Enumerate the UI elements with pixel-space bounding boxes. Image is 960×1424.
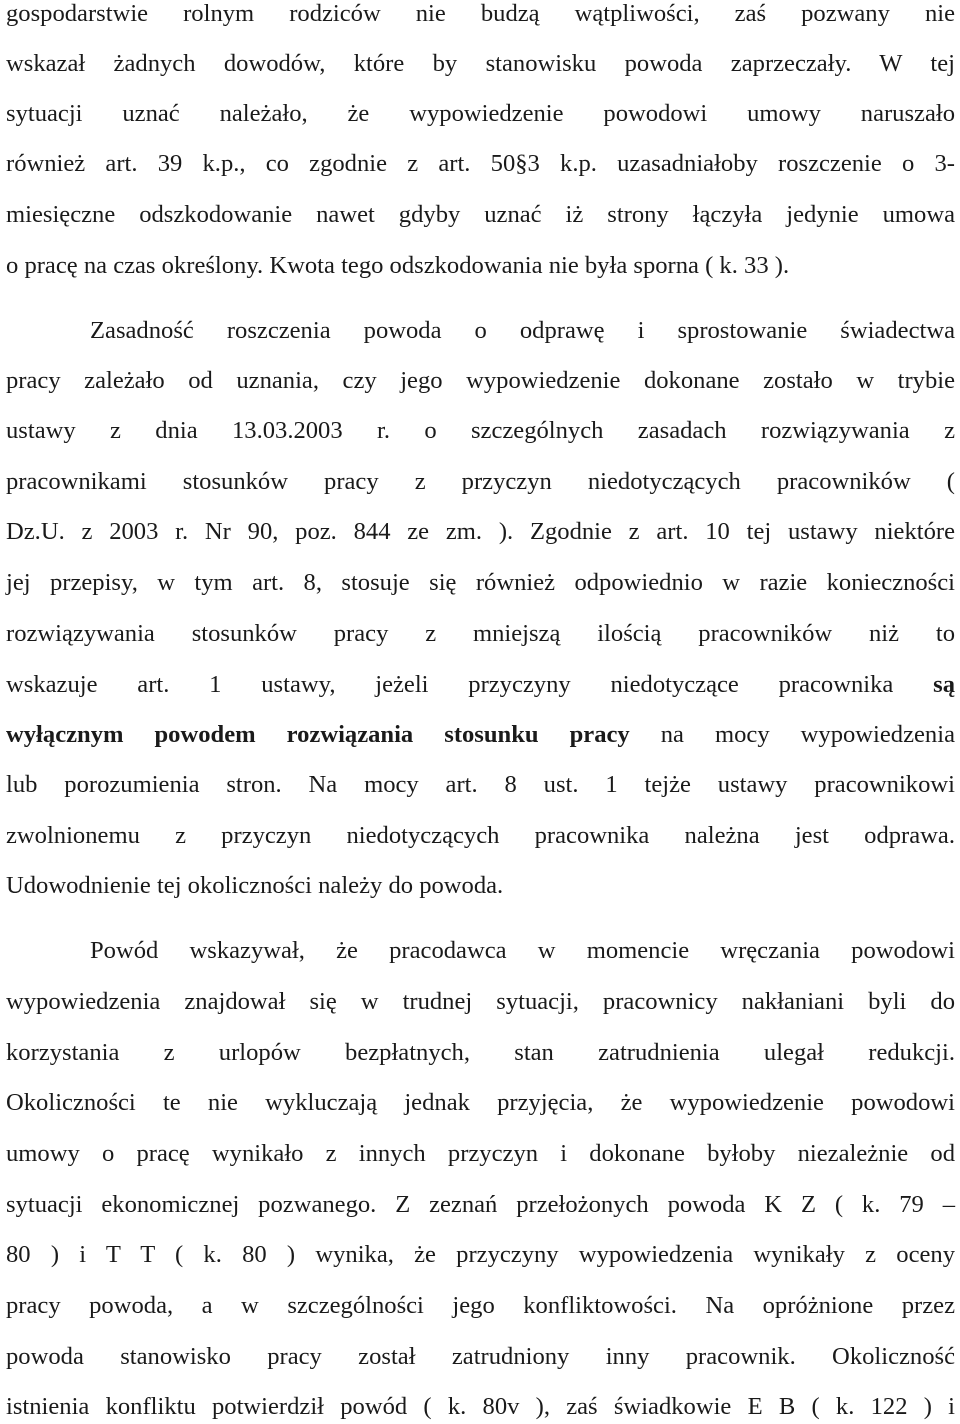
text-line: korzystania z urlopów bezpłatnych, stan zatrudnienia ulegał redukcji.: [6, 1039, 955, 1066]
text-line: gospodarstwie rolnym rodziców nie budzą wątpliwości, zaś pozwany nie: [6, 0, 955, 27]
text-line: wypowiedzenia znajdował się w trudnej sytuacji, pracownicy nakłaniani byli do: [6, 988, 955, 1015]
text-line: pracy zależało od uznania, czy jego wypowiedzenie dokonane zostało w trybie: [6, 367, 955, 394]
text-line: wskazał żadnych dowodów, które by stanowisku powoda zaprzeczały. W tej: [6, 50, 955, 77]
text-line: Okoliczności te nie wykluczają jednak przyjęcia, że wypowiedzenie powodowi: [6, 1089, 955, 1116]
text-line: o pracę na czas określony. Kwota tego odszkodowania nie była sporna ( k. 33 ).: [6, 252, 790, 279]
text-segment: wskazuje art. 1 ustawy, jeżeli przyczyny niedotyczące pracownika: [6, 671, 934, 698]
text-line: [6, 668, 955, 702]
text-line: Zasadność roszczenia powoda o odprawę i sprostowanie świadectwa: [90, 317, 955, 344]
text-line: również art. 39 k.p., co zgodnie z art. 50§3 k.p. uzasadniałoby roszczenie o 3-: [6, 150, 955, 177]
text-line: Dz.U. z 2003 r. Nr 90, poz. 844 ze zm. ). Zgodnie z art. 10 tej ustawy niektóre: [6, 518, 955, 545]
text-line: powoda stanowisko pracy został zatrudniony inny pracownik. Okoliczność: [6, 1343, 955, 1370]
text-line: miesięczne odszkodowanie nawet gdyby uznać iż strony łączyła jedynie umowa: [6, 201, 955, 228]
text-line: 80 ) i T T ( k. 80 ) wynika, że przyczyny wypowiedzenia wynikały z oceny: [6, 1241, 955, 1268]
text-line: rozwiązywania stosunków pracy z mniejszą ilością pracowników niż to: [6, 620, 955, 647]
text-line: ustawy z dnia 13.03.2003 r. o szczególnych zasadach rozwiązywania z: [6, 417, 955, 444]
text-line: istnienia konfliktu potwierdził powód ( k. 80v ), zaś świadkowie E B ( k. 122 ) i: [6, 1393, 955, 1420]
text-line: Powód wskazywał, że pracodawca w momencie wręczania powodowi: [90, 937, 955, 964]
text-line: zwolnionemu z przyczyn niedotyczących pracownika należna jest odprawa.: [6, 822, 955, 849]
text-line: lub porozumienia stron. Na mocy art. 8 ust. 1 tejże ustawy pracownikowi: [6, 771, 955, 798]
text-line: pracy powoda, a w szczególności jego konfliktowości. Na opróżnione przez: [6, 1292, 955, 1319]
text-line: umowy o pracę wynikało z innych przyczyn i dokonane byłoby niezależnie od: [6, 1140, 955, 1167]
emphasized-text: wyłącznym powodem rozwiązania stosunku pracy: [6, 721, 630, 748]
text-segment: na mocy wypowiedzenia: [660, 721, 955, 748]
text-line-mixed: [6, 718, 955, 752]
emphasized-text: są: [933, 671, 955, 698]
text-line: Udowodnienie tej okoliczności należy do powoda.: [6, 872, 504, 899]
text-line: sytuacji uznać należało, że wypowiedzenie powodowi umowy naruszało: [6, 100, 955, 127]
text-line: jej przepisy, w tym art. 8, stosuje się również odpowiednio w razie konieczności: [6, 569, 955, 596]
text-line: sytuacji ekonomicznej pozwanego. Z zeznań przełożonych powoda K Z ( k. 79 –: [6, 1191, 955, 1218]
text-line: pracownikami stosunków pracy z przyczyn niedotyczących pracowników (: [6, 468, 955, 495]
